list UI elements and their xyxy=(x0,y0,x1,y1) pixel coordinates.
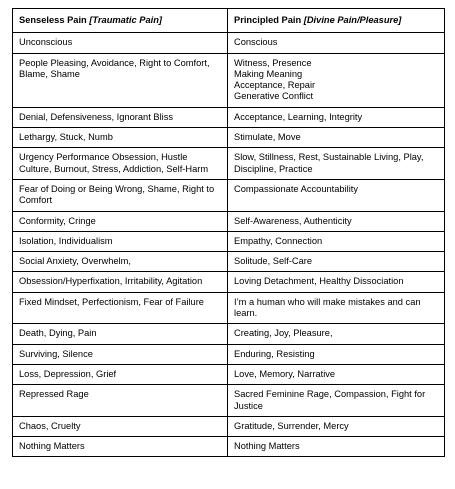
principled-cell: Acceptance, Learning, Integrity xyxy=(228,107,445,127)
principled-cell: Gratitude, Surrender, Mercy xyxy=(228,416,445,436)
principled-cell xyxy=(228,53,445,107)
senseless-cell: Social Anxiety, Overwhelm, xyxy=(13,252,228,272)
principled-cell: Enduring, Resisting xyxy=(228,344,445,364)
pain-comparison-table xyxy=(12,8,445,457)
header-principled-italic: [Divine Pain/Pleasure] xyxy=(303,15,402,25)
principled-cell-line: Acceptance, Repair xyxy=(234,80,316,91)
table-row xyxy=(13,364,445,384)
principled-cell: Empathy, Connection xyxy=(228,231,445,251)
principled-cell: Solitude, Self-Care xyxy=(228,252,445,272)
senseless-cell: Surviving, Silence xyxy=(13,344,228,364)
senseless-cell: Chaos, Cruelty xyxy=(13,416,228,436)
senseless-cell: Obsession/Hyperfixation, Irritability, Agitation xyxy=(13,272,228,292)
senseless-cell: Conformity, Cringe xyxy=(13,211,228,231)
principled-cell: Nothing Matters xyxy=(228,437,445,457)
header-senseless-italic: [Traumatic Pain] xyxy=(89,15,162,25)
senseless-cell: Isolation, Individualism xyxy=(13,231,228,251)
table-row xyxy=(13,437,445,457)
table-row xyxy=(13,292,445,324)
table-header-row xyxy=(13,9,445,33)
table-row xyxy=(13,107,445,127)
senseless-cell: Death, Dying, Pain xyxy=(13,324,228,344)
principled-cell: Sacred Feminine Rage, Compassion, Fight for Justice xyxy=(228,385,445,417)
principled-cell: Slow, Stillness, Rest, Sustainable Living, Play, Discipline, Practice xyxy=(228,148,445,180)
senseless-cell: Repressed Rage xyxy=(13,385,228,417)
table-row xyxy=(13,179,445,211)
table-row xyxy=(13,148,445,180)
table-row xyxy=(13,272,445,292)
header-senseless-pain xyxy=(13,9,228,33)
senseless-cell: People Pleasing, Avoidance, Right to Comfort, Blame, Shame xyxy=(13,53,228,107)
principled-cell: Self-Awareness, Authenticity xyxy=(228,211,445,231)
senseless-cell: Urgency Performance Obsession, Hustle Culture, Burnout, Stress, Addiction, Self-Harm xyxy=(13,148,228,180)
table-row xyxy=(13,211,445,231)
table-row xyxy=(13,128,445,148)
principled-cell: Creating, Joy, Pleasure, xyxy=(228,324,445,344)
principled-cell: Loving Detachment, Healthy Dissociation xyxy=(228,272,445,292)
table-row xyxy=(13,385,445,417)
principled-cell-line: Making Meaning xyxy=(234,68,303,79)
table-row xyxy=(13,231,445,251)
table-row xyxy=(13,344,445,364)
table-row xyxy=(13,53,445,107)
principled-cell: Conscious xyxy=(228,33,445,53)
senseless-cell: Nothing Matters xyxy=(13,437,228,457)
header-principled-pain xyxy=(228,9,445,33)
senseless-cell: Fixed Mindset, Perfectionism, Fear of Failure xyxy=(13,292,228,324)
senseless-cell: Fear of Doing or Being Wrong, Shame, Right to Comfort xyxy=(13,179,228,211)
senseless-cell: Loss, Depression, Grief xyxy=(13,364,228,384)
principled-cell-line: Witness, Presence xyxy=(234,57,312,68)
principled-cell: Stimulate, Move xyxy=(228,128,445,148)
senseless-cell: Unconscious xyxy=(13,33,228,53)
header-senseless-main: Senseless Pain xyxy=(19,15,90,25)
table-row xyxy=(13,252,445,272)
principled-cell: Compassionate Accountability xyxy=(228,179,445,211)
principled-cell-line: Generative Conflict xyxy=(234,91,314,102)
principled-cell: Love, Memory, Narrative xyxy=(228,364,445,384)
table-row xyxy=(13,33,445,53)
table-row xyxy=(13,324,445,344)
senseless-cell: Denial, Defensiveness, Ignorant Bliss xyxy=(13,107,228,127)
header-principled-main: Principled Pain xyxy=(234,15,304,25)
principled-cell: I’m a human who will make mistakes and can learn. xyxy=(228,292,445,324)
table-row xyxy=(13,416,445,436)
senseless-cell: Lethargy, Stuck, Numb xyxy=(13,128,228,148)
